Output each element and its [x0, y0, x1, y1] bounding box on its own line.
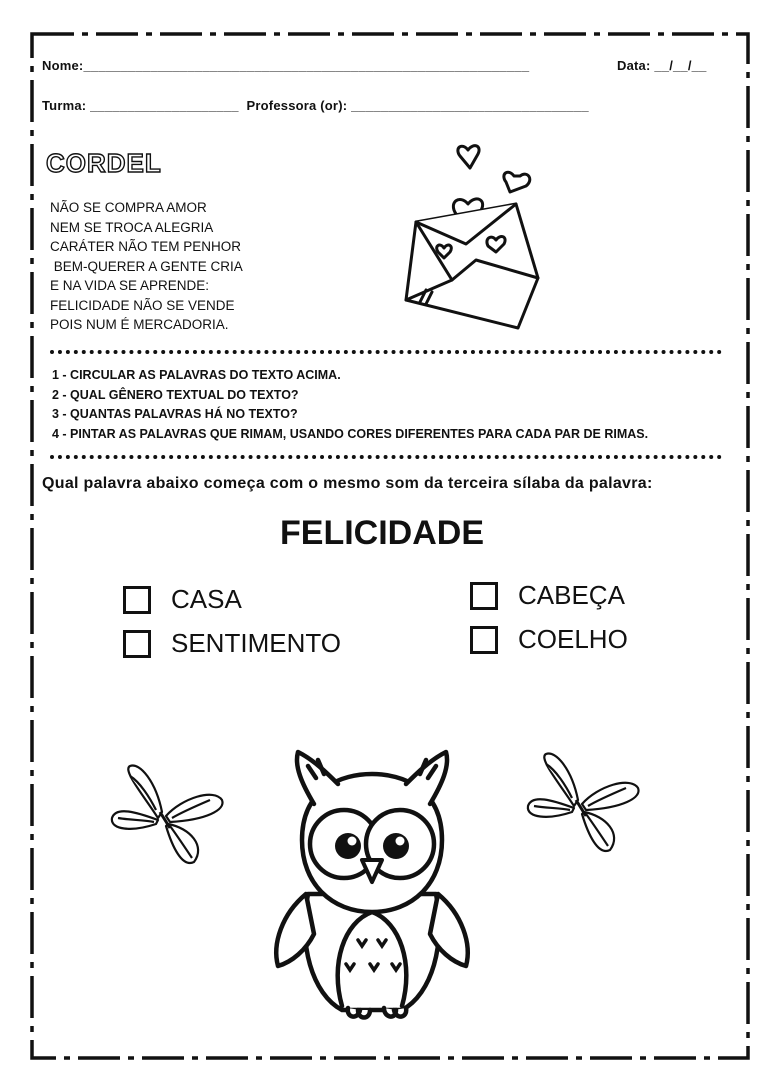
name-label: Nome:	[42, 58, 84, 73]
question-item: 1 - CIRCULAR AS PALAVRAS DO TEXTO ACIMA.	[52, 368, 341, 382]
poem-line: POIS NUM É MERCADORIA.	[50, 317, 229, 332]
date-label: Data:	[617, 58, 651, 73]
class-label: Turma:	[42, 98, 87, 113]
question-item: 2 - QUAL GÊNERO TEXTUAL DO TEXTO?	[52, 387, 299, 402]
owl-icon	[262, 744, 482, 1024]
poem	[50, 198, 280, 335]
checkbox[interactable]	[123, 586, 151, 614]
envelope-hearts-icon	[396, 140, 556, 340]
teacher-label: Professora (or):	[246, 98, 348, 113]
cordel-title: CORDEL	[46, 148, 162, 178]
option-casa[interactable]	[123, 584, 242, 615]
checkbox[interactable]	[470, 626, 498, 654]
poem-line: NÃO SE COMPRA AMOR	[50, 200, 207, 215]
target-word: FELICIDADE	[280, 514, 484, 552]
option-label: SENTIMENTO	[171, 628, 341, 658]
question-item: 4 - PINTAR AS PALAVRAS QUE RIMAM, USANDO CORES DIFERENTES PARA CADA PAR DE RIMAS.	[52, 426, 649, 441]
teacher-field[interactable]: ________________________________	[351, 98, 589, 113]
butterfly-icon	[110, 762, 230, 872]
question-item: 3 - QUANTAS PALAVRAS HÁ NO TEXTO?	[52, 407, 298, 421]
option-label: CASA	[171, 584, 242, 614]
option-cabeca[interactable]	[470, 580, 625, 611]
exercise-prompt: Qual palavra abaixo começa com o mesmo som da terceira sílaba da palavra:	[42, 475, 653, 492]
option-label: COELHO	[518, 624, 628, 654]
question-list	[52, 366, 752, 444]
option-label: CABEÇA	[518, 580, 625, 610]
checkbox[interactable]	[123, 630, 151, 658]
date-field[interactable]: __/__/__	[654, 58, 707, 73]
separator-line	[50, 455, 722, 459]
option-coelho[interactable]	[470, 624, 628, 655]
class-row	[42, 98, 589, 113]
class-field[interactable]: ____________________	[90, 98, 239, 113]
checkbox[interactable]	[470, 582, 498, 610]
poem-line: E NA VIDA SE APRENDE:	[50, 278, 210, 293]
name-row	[42, 58, 529, 73]
name-field[interactable]: ____________________________________________________________	[83, 58, 530, 73]
poem-line: BEM-QUERER A GENTE CRIA	[50, 258, 243, 274]
poem-line: FELICIDADE NÃO SE VENDE	[50, 297, 235, 313]
poem-line: NEM SE TROCA ALEGRIA	[50, 219, 214, 235]
date-row	[617, 58, 707, 73]
separator-line	[50, 350, 722, 354]
butterfly-icon	[526, 750, 646, 860]
poem-line: CARÁTER NÃO TEM PENHOR	[50, 239, 242, 254]
option-sentimento[interactable]	[123, 628, 341, 659]
